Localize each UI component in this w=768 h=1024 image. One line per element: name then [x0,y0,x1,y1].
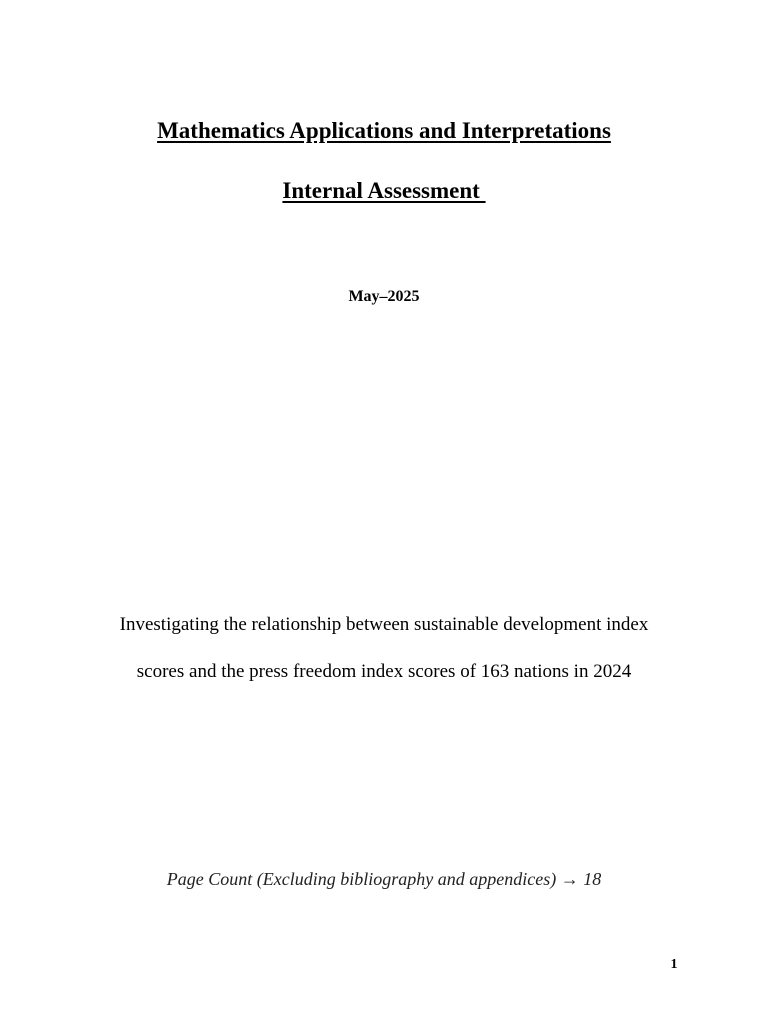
assessment-session: May–2025 [348,288,420,305]
page-count-note: Page Count (Excluding bibliography and appendices) → 18 [166,869,602,889]
page-number: 1 [670,957,678,972]
research-topic-line-2: scores and the press freedom index scores of 163 nations in 2024 [136,661,632,682]
document-subtitle: Internal Assessment [282,178,486,203]
research-topic-line-1: Investigating the relationship between sustainable development index [119,614,649,635]
document-title: Mathematics Applications and Interpretations [157,118,611,143]
